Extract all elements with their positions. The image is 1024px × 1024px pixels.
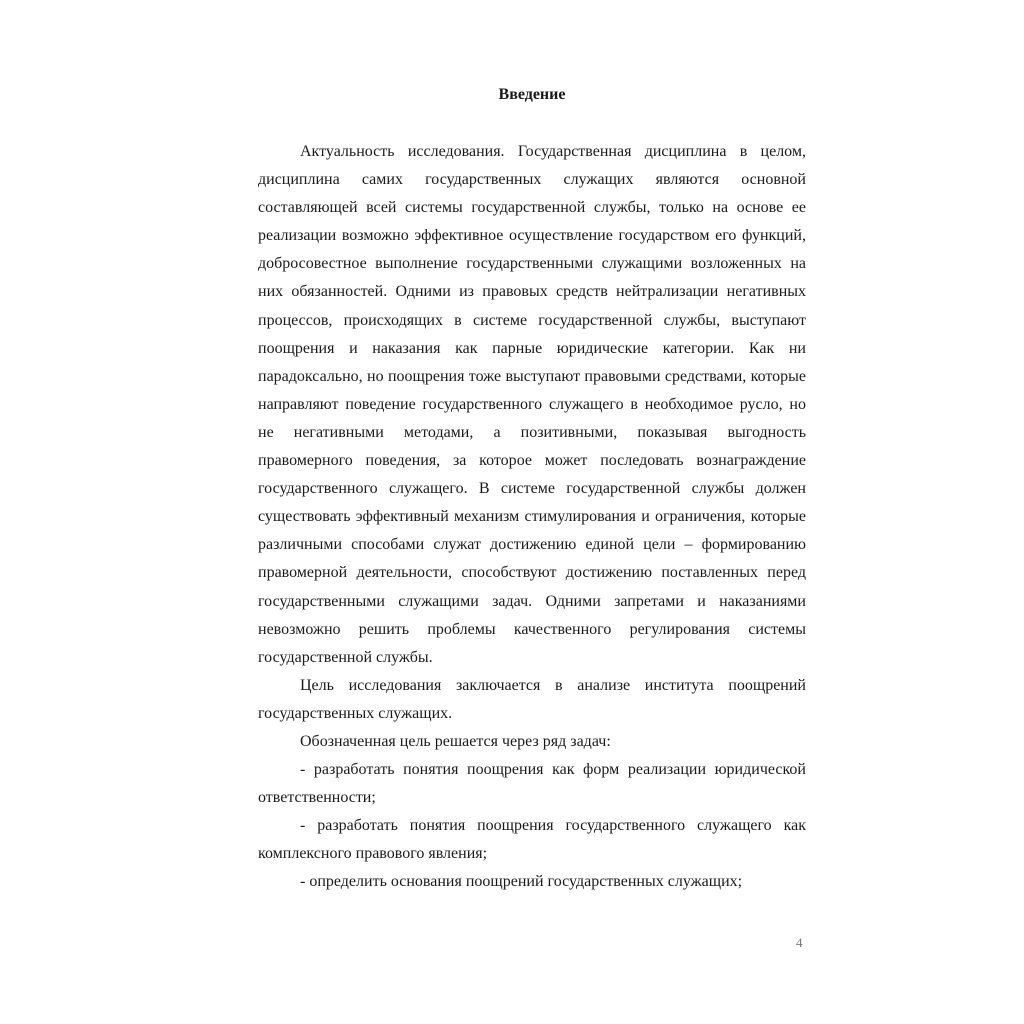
task-item-2: - разработать понятия поощрения государственного служащего как комплексного правового явления; — [258, 817, 806, 863]
task-item-1: - разработать понятия поощрения как форм реализации юридической ответственности; — [258, 761, 806, 807]
task-item-3: - определить основания поощрений государственных служащих; — [300, 873, 743, 891]
paragraph-relevance: Актуальность исследования. Государственная дисциплина в целом, дисциплина самих государственных служащих являются основной составляющей всей системы государственной службы, только на основе ее реализации возможно эффективное осуществление государством его функций, добросовестное выполнение государственными служащими возложенных на них обязанностей. Одними из правовых средств нейтрализации негативных процессов, происходящих в системе государственной службы, выступают поощрения и наказания как парные юридические категории. Как ни парадоксально, но поощрения тоже выступают правовыми средствами, которые направляют поведение государственного служащего в необходимое русло, но не негативными методами, а позитивными, показывая выгодность правомерного поведения, за которое может последовать вознаграждение государственного служащего. В системе государственной службы должен существовать эффективный механизм стимулирования и ограничения, которые различными способами служат достижению единой цели – формированию правомерной деятельности, способствуют достижению поставленных перед государственными служащими задач. Одними запретами и наказаниями невозможно решить проблемы качественного регулирования системы государственной службы. — [258, 143, 806, 666]
page-number: 4 — [796, 935, 803, 950]
page-title: Введение — [498, 86, 566, 103]
paragraph-goal: Цель исследования заключается в анализе института поощрений государственных служащих. — [258, 676, 806, 722]
paragraph-tasks-intro: Обозначенная цель решается через ряд задач: — [300, 732, 611, 750]
body-text — [258, 138, 806, 897]
